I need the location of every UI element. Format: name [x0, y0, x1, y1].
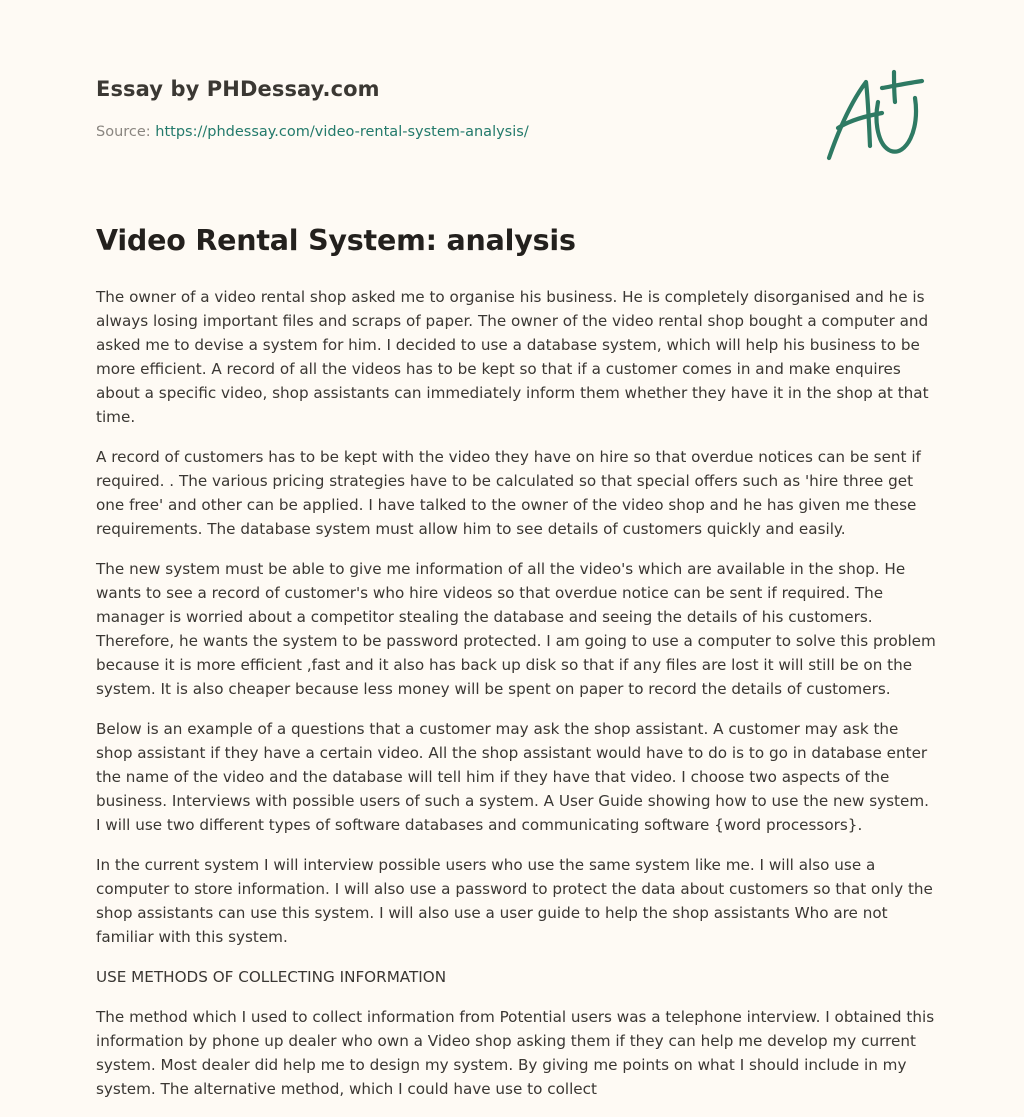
a-plus-logo-icon: [822, 68, 928, 164]
essay-paragraph: The owner of a video rental shop asked me to organise his business. He is completely disorganised and he is always losing important files and scraps of paper. The owner of the video rental shop bought a computer and asked me to devise a system for him. I decided to use a database system, which will help his business to be more efficient. A record of all the videos has to be kept so that if a customer comes in and make enquires about a specific video, shop assistants can immediately inform them whether they have it in the shop at that time.: [96, 288, 929, 426]
site-brand: Essay by PHDessay.com: [96, 77, 380, 101]
essay-paragraph: The method which I used to collect information from Potential users was a telephone interview. I obtained this information by phone up dealer who own a Video shop asking them if they can help me develop my current system. Most dealer did help me to design my system. By giving me points on what I should include in my system. The alternative method, which I could have use to collect: [96, 1008, 935, 1098]
source-link[interactable]: https://phdessay.com/video-rental-system-analysis/: [155, 124, 529, 140]
essay-paragraph: A record of customers has to be kept with the video they have on hire so that overdue notices can be sent if required. . The various pricing strategies have to be calculated so that special offers such as 'hire three get one free' and other can be applied. I have talked to the owner of the video shop and he has given me these requirements. The database system must allow him to see details of customers quickly and easily.: [96, 448, 921, 538]
source-label: Source:: [96, 124, 156, 140]
essay-body: [96, 285, 936, 1117]
source-line: [96, 124, 529, 140]
essay-paragraph: The new system must be able to give me information of all the video's which are available in the shop. He wants to see a record of customer's who hire videos so that overdue notice can be sent if required. The manager is worried about a competitor stealing the database and seeing the details of his customers. Therefore, he wants the system to be password protected. I am going to use a computer to solve this problem because it is more efficient ,fast and it also has back up disk so that if any files are lost it will still be on the system. It is also cheaper because less money will be spent on paper to record the details of customers.: [96, 560, 936, 698]
section-heading: USE METHODS OF COLLECTING INFORMATION: [96, 968, 447, 986]
essay-paragraph: In the current system I will interview possible users who use the same system like me. I will also use a computer to store information. I will also use a password to protect the data about customers so that only the shop assistants can use this system. I will also use a user guide to help the shop assistants Who are not familiar with this system.: [96, 856, 933, 946]
essay-title: Video Rental System: analysis: [96, 224, 576, 257]
essay-paragraph: Below is an example of a questions that a customer may ask the shop assistant. A customer may ask the shop assistant if they have a certain video. All the shop assistant would have to do is to go in database enter the name of the video and the database will tell him if they have that video. I choose two aspects of the business. Interviews with possible users of such a system. A User Guide showing how to use the new system. I will use two different types of software databases and communicating software {word processors}.: [96, 720, 929, 834]
